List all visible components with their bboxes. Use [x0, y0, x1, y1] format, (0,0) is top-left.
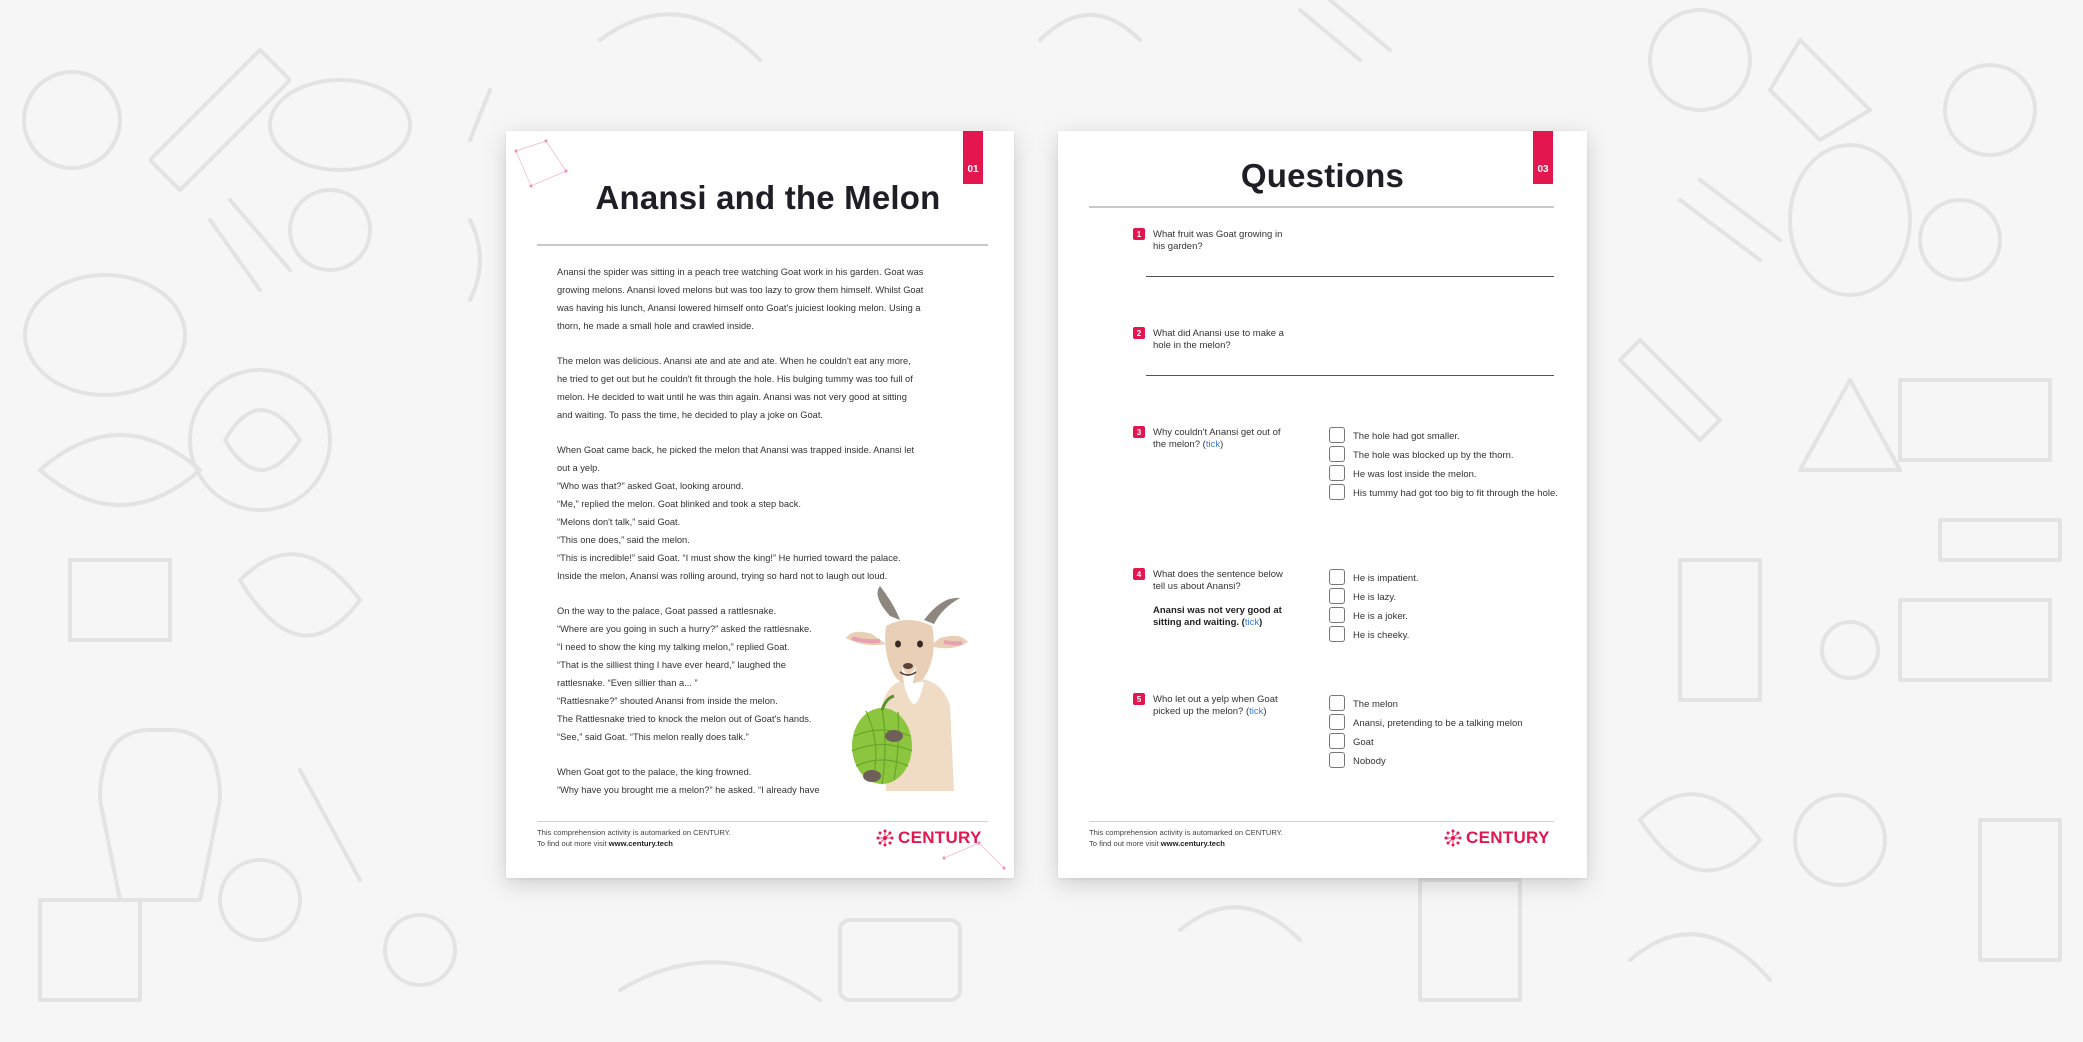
answer-checkbox[interactable] [1329, 626, 1345, 642]
answer-option[interactable] [1329, 446, 1553, 465]
century-logo-text: CENTURY [1466, 828, 1550, 847]
question-line: Who let out a yelp when Goat [1153, 694, 1278, 705]
story-line: thorn, he made a small hole and crawled inside. [557, 321, 754, 331]
story-line: “Why have you brought me a melon?” he asked. “I already have [557, 785, 820, 795]
question-text [1153, 229, 1313, 253]
question-number: 1 [1133, 228, 1145, 240]
story-line: was having his lunch, Anansi lowered himself onto Goat's juiciest looking melon. Using a [557, 303, 921, 313]
story-line: “That is the silliest thing I have ever heard,” laughed the [557, 660, 786, 670]
question-text [1153, 427, 1313, 451]
story-line: “Melons don't talk,” said Goat. [557, 517, 681, 527]
story-title: Anansi and the Melon [595, 179, 941, 216]
story-line: “This one does,” said the melon. [557, 535, 690, 545]
story-line: “See,” said Goat. “This melon really does talk.” [557, 732, 749, 742]
footer-divider [537, 821, 988, 822]
questions-title: Questions [1240, 157, 1405, 194]
story-line: “Me,” replied the melon. Goat blinked and took a step back. [557, 499, 801, 509]
option-label: Anansi, pretending to be a talking melon [1353, 718, 1523, 729]
quote-line: Anansi was not very good at [1153, 605, 1282, 616]
question-line: Why couldn't Anansi get out of [1153, 427, 1281, 438]
footer-note [537, 827, 731, 849]
century-logo-text: CENTURY [898, 828, 982, 847]
tick-instruction: tick [1249, 706, 1264, 717]
goat-with-melon-illustration [842, 586, 972, 796]
answer-option[interactable] [1329, 714, 1553, 733]
answer-line[interactable] [1146, 375, 1554, 376]
question-line: picked up the melon? (tick) [1153, 706, 1267, 717]
option-label: Goat [1353, 737, 1374, 748]
story-line: When Goat got to the palace, the king frowned. [557, 767, 752, 777]
story-page [506, 131, 1014, 878]
answer-option[interactable] [1329, 484, 1568, 503]
question-line: What does the sentence below [1153, 569, 1283, 580]
question-line: his garden? [1153, 241, 1203, 252]
page-number-tab: 03 [1533, 131, 1553, 184]
answer-option[interactable] [1329, 465, 1553, 484]
question-number: 2 [1133, 327, 1145, 339]
story-paragraph [557, 352, 970, 424]
title-divider [1089, 206, 1554, 208]
story-line: “This is incredible!” said Goat. “I must show the king!” He hurried toward the palace. [557, 553, 901, 563]
story-line: Inside the melon, Anansi was rolling around, trying so hard not to laugh out loud. [557, 571, 888, 581]
answer-checkbox[interactable] [1329, 733, 1345, 749]
story-line: The Rattlesnake tried to knock the melon out of Goat's hands. [557, 714, 812, 724]
footer-link[interactable]: www.century.tech [1160, 839, 1225, 848]
story-paragraph [557, 441, 970, 585]
option-label: The melon [1353, 699, 1398, 710]
century-logo-icon [1443, 828, 1463, 848]
century-logo [1443, 828, 1550, 848]
story-line: he tried to get out but he couldn't fit through the hole. His bulging tummy was too full of [557, 374, 913, 384]
title-divider [537, 244, 988, 246]
footer-prefix: To find out more visit [537, 839, 609, 848]
option-label: The hole was blocked up by the thorn. [1353, 450, 1514, 461]
story-line: “Who was that?” asked Goat, looking around. [557, 481, 744, 491]
footer-line: This comprehension activity is automarked on CENTURY. [1089, 828, 1283, 837]
question-line: hole in the melon? [1153, 340, 1231, 351]
footer-divider [1089, 821, 1554, 822]
answer-option[interactable] [1329, 626, 1553, 645]
footer-prefix: To find out more visit [1089, 839, 1161, 848]
footer-line [1089, 838, 1283, 849]
answer-checkbox[interactable] [1329, 484, 1345, 500]
story-line: growing melons. Anansi loved melons but was too lazy to grow them himself. Whilst Goat [557, 285, 924, 295]
question-number: 5 [1133, 693, 1145, 705]
footer-link[interactable]: www.century.tech [608, 839, 673, 848]
question-line: tell us about Anansi? [1153, 581, 1241, 592]
story-line: “I need to show the king my talking melon,” replied Goat. [557, 642, 790, 652]
tick-instruction: tick [1205, 439, 1221, 450]
question-line: the melon? (tick) [1153, 439, 1224, 450]
question-number: 4 [1133, 568, 1145, 580]
option-label: His tummy had got too big to fit through the hole. [1353, 488, 1558, 499]
answer-option[interactable] [1329, 569, 1553, 588]
answer-line[interactable] [1146, 276, 1554, 277]
century-logo [875, 828, 982, 848]
story-line: Anansi the spider was sitting in a peach tree watching Goat work in his garden. Goat was [557, 267, 924, 277]
footer-note [1089, 827, 1283, 849]
option-label: He is lazy. [1353, 592, 1397, 603]
answer-option[interactable] [1329, 607, 1553, 626]
story-line: When Goat came back, he picked the melon that Anansi was trapped inside. Anansi let [557, 445, 915, 455]
answer-option[interactable] [1329, 588, 1553, 607]
question-text [1153, 569, 1313, 629]
option-label: The hole had got smaller. [1353, 431, 1460, 442]
story-line: melon. He decided to wait until he was thin again. Anansi was not very good at sitting [557, 392, 907, 402]
question-line: What did Anansi use to make a [1153, 328, 1284, 339]
answer-checkbox[interactable] [1329, 446, 1345, 462]
answer-checkbox[interactable] [1329, 465, 1345, 481]
tick-instruction: tick [1244, 617, 1260, 628]
answer-checkbox[interactable] [1329, 607, 1345, 623]
answer-checkbox[interactable] [1329, 427, 1345, 443]
story-line: rattlesnake. “Even sillier than a... ” [557, 678, 698, 688]
century-logo-icon [875, 828, 895, 848]
answer-checkbox[interactable] [1329, 752, 1345, 768]
answer-checkbox[interactable] [1329, 714, 1345, 730]
option-label: He is impatient. [1353, 573, 1419, 584]
option-label: He is a joker. [1353, 611, 1408, 622]
story-line: The melon was delicious. Anansi ate and ate and ate. When he couldn't eat any more, [557, 356, 911, 366]
story-line: and waiting. To pass the time, he decided to play a joke on Goat. [557, 410, 823, 420]
option-label: He was lost inside the melon. [1353, 469, 1477, 480]
story-line: out a yelp. [557, 463, 600, 473]
page-number-tab: 01 [963, 131, 983, 184]
answer-checkbox[interactable] [1329, 588, 1345, 604]
answer-option[interactable] [1329, 427, 1553, 446]
quote-line: sitting and waiting. (tick) [1153, 617, 1263, 628]
answer-checkbox[interactable] [1329, 695, 1345, 711]
answer-option[interactable] [1329, 752, 1553, 771]
option-label: He is cheeky. [1353, 630, 1410, 641]
answer-option[interactable] [1329, 695, 1553, 714]
story-line: On the way to the palace, Goat passed a rattlesnake. [557, 606, 777, 616]
question-text [1153, 694, 1313, 718]
story-line: “Where are you going in such a hurry?” asked the rattlesnake. [557, 624, 812, 634]
story-paragraph [557, 263, 970, 335]
question-text [1153, 328, 1313, 352]
answer-option[interactable] [1329, 733, 1553, 752]
question-number: 3 [1133, 426, 1145, 438]
option-label: Nobody [1353, 756, 1386, 767]
footer-line: This comprehension activity is automarked on CENTURY. [537, 828, 731, 837]
questions-page [1058, 131, 1587, 878]
question-line: What fruit was Goat growing in [1153, 229, 1283, 240]
footer-line [537, 838, 731, 849]
story-line: “Rattlesnake?” shouted Anansi from inside the melon. [557, 696, 778, 706]
quoted-sentence [1153, 605, 1313, 629]
answer-checkbox[interactable] [1329, 569, 1345, 585]
